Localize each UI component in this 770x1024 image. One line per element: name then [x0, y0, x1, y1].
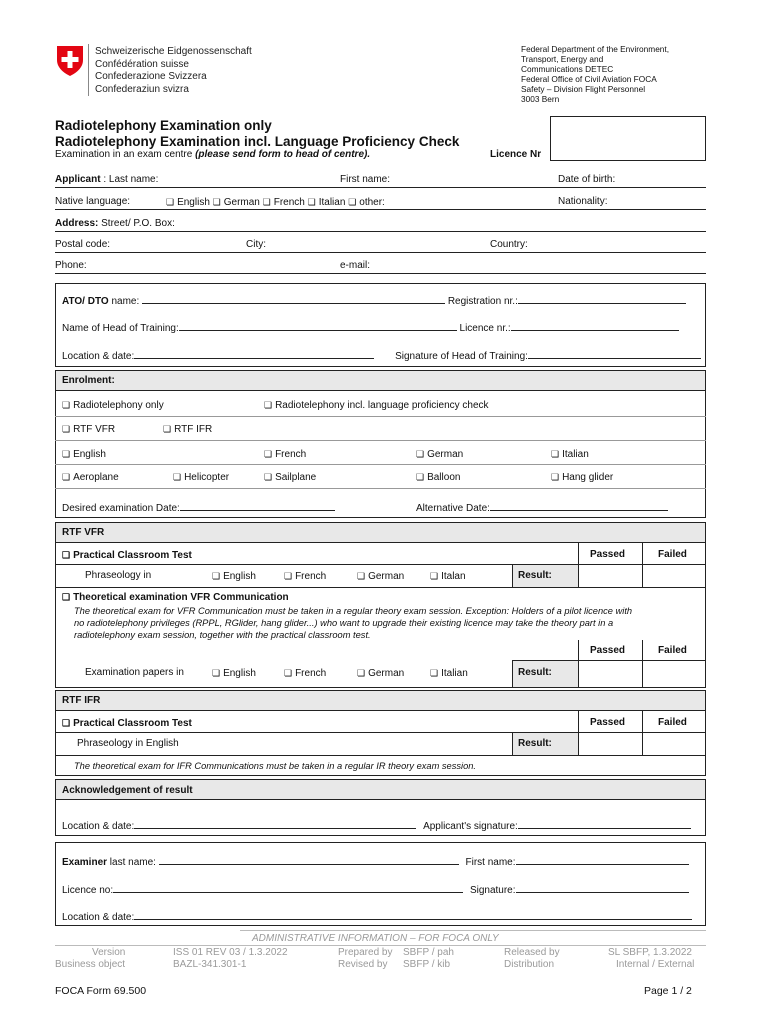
examiner-last-name-field[interactable] — [159, 855, 459, 865]
admin-business-label: Business object — [55, 959, 126, 970]
vfr-papers-german-checkbox[interactable]: ❏ German — [357, 667, 404, 680]
hang-glider-checkbox[interactable]: ❏ Hang glider — [551, 471, 613, 484]
enrol-german-checkbox[interactable]: ❏ German — [416, 448, 463, 461]
vfr-theoretical-checkbox[interactable]: ❏ Theoretical examination VFR Communication — [62, 591, 289, 604]
vfr-phr-english-checkbox[interactable]: ❏ English — [212, 570, 256, 583]
examiner-name-row: Examiner last name: First name: — [62, 855, 689, 869]
enrol-italian-checkbox[interactable]: ❏ Italian — [551, 448, 589, 461]
enrolment-divider-2 — [55, 440, 706, 441]
enrol-english-checkbox[interactable]: ❏ English — [62, 448, 106, 461]
rtf-ifr-title: RTF IFR — [62, 695, 101, 706]
ato-signature-field[interactable] — [528, 349, 701, 359]
radiotelephony-lpc-checkbox[interactable]: ❏ Radiotelephony incl. language proficiency check — [264, 399, 489, 412]
examiner-licence-row: Licence no: Signature: — [62, 883, 689, 897]
native-english-checkbox[interactable]: ❏ English — [166, 197, 210, 208]
vfr-passed-label: Passed — [590, 549, 626, 560]
vfr-papers-label: Examination papers in — [85, 667, 184, 678]
ack-title: Acknowledgement of result — [62, 785, 193, 796]
first-name-label: First name: — [340, 174, 391, 185]
ato-location-field[interactable] — [134, 349, 374, 359]
admin-version-value: ISS 01 REV 03 / 1.3.2022 — [173, 947, 288, 958]
address-line[interactable] — [55, 231, 706, 232]
applicant-last-name-label: Applicant : Last name: — [55, 174, 159, 185]
ack-row: Location & date: Applicant's signature: — [62, 819, 691, 833]
admin-top-line — [240, 930, 706, 931]
ack-signature-field[interactable] — [518, 819, 691, 829]
ack-location-field[interactable] — [134, 819, 416, 829]
native-german-checkbox[interactable]: ❏ German — [213, 197, 260, 208]
postal-code-label: Postal code: — [55, 239, 111, 250]
licence-nr-label: Licence Nr — [490, 149, 542, 160]
radiotelephony-only-checkbox[interactable]: ❏ Radiotelephony only — [62, 399, 164, 412]
native-language-label: Native language: — [55, 196, 131, 207]
enrolment-divider-1 — [55, 416, 706, 417]
ifr-practical-checkbox[interactable]: ❏ Practical Classroom Test — [62, 717, 192, 730]
admin-revised-label: Revised by — [338, 959, 388, 970]
admin-version-label: Version — [92, 947, 126, 958]
city-label: City: — [246, 239, 266, 250]
aeroplane-checkbox[interactable]: ❏ Aeroplane — [62, 471, 119, 484]
page-number: Page 1 / 2 — [644, 985, 692, 997]
rtf-vfr-title: RTF VFR — [62, 527, 105, 538]
examiner-location-row: Location & date: — [62, 910, 692, 924]
admin-distribution-value: Internal / External — [616, 959, 695, 970]
email-label: e-mail: — [340, 260, 371, 271]
form-number: FOCA Form 69.500 — [55, 985, 147, 997]
admin-title: ADMINISTRATIVE INFORMATION – FOR FOCA ONLY — [252, 933, 499, 944]
date-of-birth-label: Date of birth: — [558, 174, 616, 185]
examiner-signature-field[interactable] — [516, 883, 689, 893]
rtf-ifr-checkbox[interactable]: ❏ RTF IFR — [163, 423, 212, 436]
examiner-licence-field[interactable] — [113, 883, 463, 893]
vfr-theory-failed-label: Failed — [658, 645, 687, 656]
vfr-failed-divider — [642, 543, 643, 587]
native-italian-checkbox[interactable]: ❏ Italian — [308, 197, 346, 208]
vfr-practical-result-label: Result: — [518, 570, 552, 581]
title-line-1: Radiotelephony Examination only — [55, 118, 272, 133]
phone-label: Phone: — [55, 260, 87, 271]
ato-name-row: ATO/ DTO name: Registration nr.: — [62, 294, 686, 308]
helicopter-checkbox[interactable]: ❏ Helicopter — [173, 471, 229, 484]
enrolment-title: Enrolment: — [62, 375, 115, 386]
admin-prepared-label: Prepared by — [338, 947, 393, 958]
ifr-line-note — [55, 755, 706, 756]
registration-field[interactable] — [518, 294, 686, 304]
admin-released-label: Released by — [504, 947, 560, 958]
admin-business-value: BAZL-341.301-1 — [173, 959, 247, 970]
ifr-failed-label: Failed — [658, 717, 687, 728]
title-line-2: Radiotelephony Examination incl. Language Proficiency Check — [55, 134, 460, 149]
ato-location-row: Location & date: Signature of Head of Training: — [62, 349, 701, 363]
vfr-papers-french-checkbox[interactable]: ❏ French — [284, 667, 326, 680]
enrolment-header — [55, 370, 706, 391]
admin-distribution-label: Distribution — [504, 959, 555, 970]
examiner-first-name-field[interactable] — [516, 855, 689, 865]
vfr-theory-text: The theoretical exam for VFR Communication must be taken in a regular theory exam session. Exception: Holders of a pilot licence with no radiotelephony privileges (RPPL, RGlider, hang glider...) who want to upgrade their existing licence may take the theory part in a radiotelephony exam session, together with the practical classroom test. — [74, 606, 633, 640]
desired-date-row: Desired examination Date: — [62, 501, 335, 515]
vfr-line-practical — [55, 564, 706, 565]
native-language-options — [166, 196, 385, 209]
admin-prepared-value: SBFP / pah — [403, 947, 454, 958]
department-address: Federal Department of the Environment, Transport, Energy and Communications DETEC Federal Office of Civil Aviation FOCA Safety – Division Flight Personnel 3003 Bern — [521, 44, 670, 104]
ifr-passed-label: Passed — [590, 717, 626, 728]
sailplane-checkbox[interactable]: ❏ Sailplane — [264, 471, 316, 484]
logo-divider — [88, 44, 89, 96]
vfr-phr-french-checkbox[interactable]: ❏ French — [284, 570, 326, 583]
vfr-papers-english-checkbox[interactable]: ❏ English — [212, 667, 256, 680]
head-of-training-row: Name of Head of Training: Licence nr.: — [62, 321, 679, 335]
ifr-phraseology-label: Phraseology in English — [77, 738, 179, 749]
vfr-papers-italian-checkbox[interactable]: ❏ Italian — [430, 667, 468, 680]
admin-released-value: SL SBFP, 1.3.2022 — [608, 947, 692, 958]
alternative-date-row: Alternative Date: — [416, 501, 668, 515]
enrolment-divider-3 — [55, 464, 706, 465]
alternative-date-field[interactable] — [490, 501, 668, 511]
ifr-result-label: Result: — [518, 738, 552, 749]
confederation-names: Schweizerische Eidgenossenschaft Confédération suisse Confederazione Svizzera Confederaziun svizra — [95, 46, 252, 95]
address-label: Address: Street/ P.O. Box: — [55, 218, 175, 229]
swiss-shield-logo — [56, 45, 84, 82]
native-language-line[interactable] — [55, 209, 706, 210]
examiner-location-field[interactable] — [134, 910, 692, 920]
vfr-phr-italian-checkbox[interactable]: ❏ Italan — [430, 570, 466, 583]
nationality-label: Nationality: — [558, 196, 608, 207]
balloon-checkbox[interactable]: ❏ Balloon — [416, 471, 460, 484]
enrolment-divider-4 — [55, 488, 706, 489]
vfr-failed-divider-2 — [642, 640, 643, 688]
ifr-note: The theoretical exam for IFR Communications must be taken in a regular IR theory exam session. — [74, 761, 477, 771]
vfr-line-theory — [55, 587, 706, 588]
desired-date-field[interactable] — [180, 501, 335, 511]
exam-centre-note: Examination in an exam centre (please send form to head of centre). — [55, 149, 371, 160]
enrolment-section — [55, 370, 706, 518]
native-other-checkbox[interactable]: ❏ other: — [348, 197, 385, 208]
ato-name-field[interactable] — [142, 294, 445, 304]
ifr-failed-divider — [642, 711, 643, 755]
vfr-phraseology-label: Phraseology in — [85, 570, 152, 581]
admin-line — [55, 945, 706, 946]
ato-licence-field[interactable] — [511, 321, 679, 331]
phone-line[interactable] — [55, 273, 706, 274]
vfr-theory-result-label: Result: — [518, 667, 552, 678]
vfr-phr-german-checkbox[interactable]: ❏ German — [357, 570, 404, 583]
native-french-checkbox[interactable]: ❏ French — [263, 197, 305, 208]
licence-nr-field[interactable] — [550, 116, 706, 161]
rtf-vfr-header — [55, 522, 706, 543]
postal-line[interactable] — [55, 252, 706, 253]
rtf-vfr-checkbox[interactable]: ❏ RTF VFR — [62, 423, 115, 436]
vfr-practical-checkbox[interactable]: ❏ Practical Classroom Test — [62, 549, 192, 562]
admin-revised-value: SBFP / kib — [403, 959, 451, 970]
vfr-theory-passed-label: Passed — [590, 645, 626, 656]
head-of-training-field[interactable] — [179, 321, 457, 331]
enrol-french-checkbox[interactable]: ❏ French — [264, 448, 306, 461]
applicant-row-line[interactable] — [55, 187, 706, 188]
country-label: Country: — [490, 239, 528, 250]
rtf-ifr-header — [55, 690, 706, 711]
vfr-failed-label: Failed — [658, 549, 687, 560]
ifr-line-practical — [55, 732, 706, 733]
